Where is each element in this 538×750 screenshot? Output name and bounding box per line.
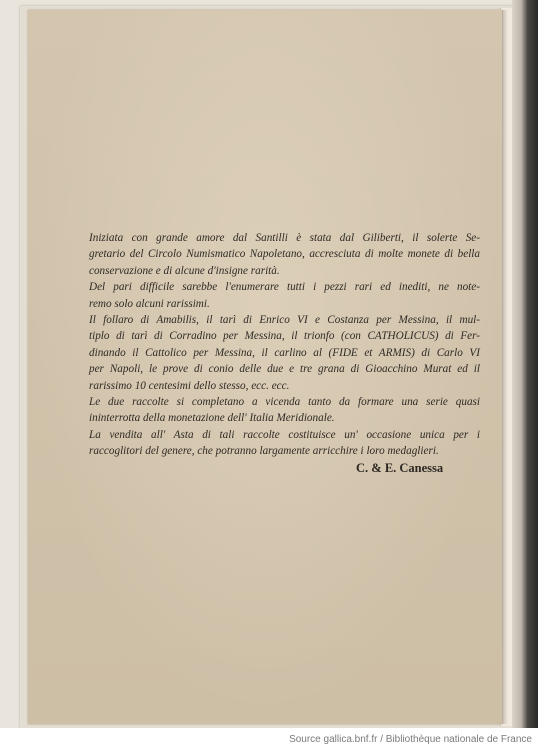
paragraph-4 bbox=[89, 394, 480, 427]
paragraph-1 bbox=[89, 230, 480, 279]
text-line: Le due raccolte si completano a vicenda tanto da formare una serie quasi bbox=[89, 396, 480, 409]
text-line: Del pari difficile sarebbe l'enumerare tutti i pezzi rari ed inediti, ne note- bbox=[89, 281, 480, 294]
text-line: dinando il Cattolico per Messina, il carlino al (FIDE et ARMIS) di Carlo VI bbox=[89, 346, 480, 359]
text-line: La vendita all' Asta di tali raccolte costituisce un' occasione unica per i bbox=[89, 428, 480, 441]
paragraph-2 bbox=[89, 279, 480, 312]
text-line: gretario del Circolo Numismatico Napoletano, accresciuta di molte monete di bella bbox=[89, 248, 480, 261]
text-line: raccoglitori del genere, che potranno largamente arricchire i loro medaglieri. bbox=[89, 445, 439, 458]
source-credit: Source gallica.bnf.fr / Bibliothèque nationale de France bbox=[289, 734, 532, 745]
paragraph-5 bbox=[89, 427, 480, 460]
text-line: rarissimo 10 centesimi dello stesso, ecc. ecc. bbox=[89, 379, 290, 392]
footer-bar bbox=[0, 728, 538, 750]
signature: C. & E. Canessa bbox=[356, 461, 444, 475]
body-text bbox=[89, 230, 480, 460]
text-line: remo solo alcuni rarissimi. bbox=[89, 297, 210, 310]
text-line: per Napoli, le prove di conio delle due e tre grana di Gioacchino Murat ed il bbox=[89, 363, 480, 376]
text-line: Il follaro di Amabilis, il tarì di Enrico VI e Costanza per Messina, il mul- bbox=[89, 314, 480, 327]
book-spine bbox=[512, 0, 538, 730]
text-line: conservazione e di alcune d'insigne rarità. bbox=[89, 264, 280, 277]
paragraph-3 bbox=[89, 312, 480, 394]
text-line: ininterrotta della monetazione dell' Italia Meridionale. bbox=[89, 412, 335, 425]
text-line: tiplo di tarì di Corradino per Messina, il trionfo (con CATHOLICUS) di Fer- bbox=[89, 330, 480, 343]
text-line: Iniziata con grande amore dal Santilli è stata dal Giliberti, il solerte Se- bbox=[89, 232, 480, 244]
page-shadow bbox=[502, 10, 508, 724]
